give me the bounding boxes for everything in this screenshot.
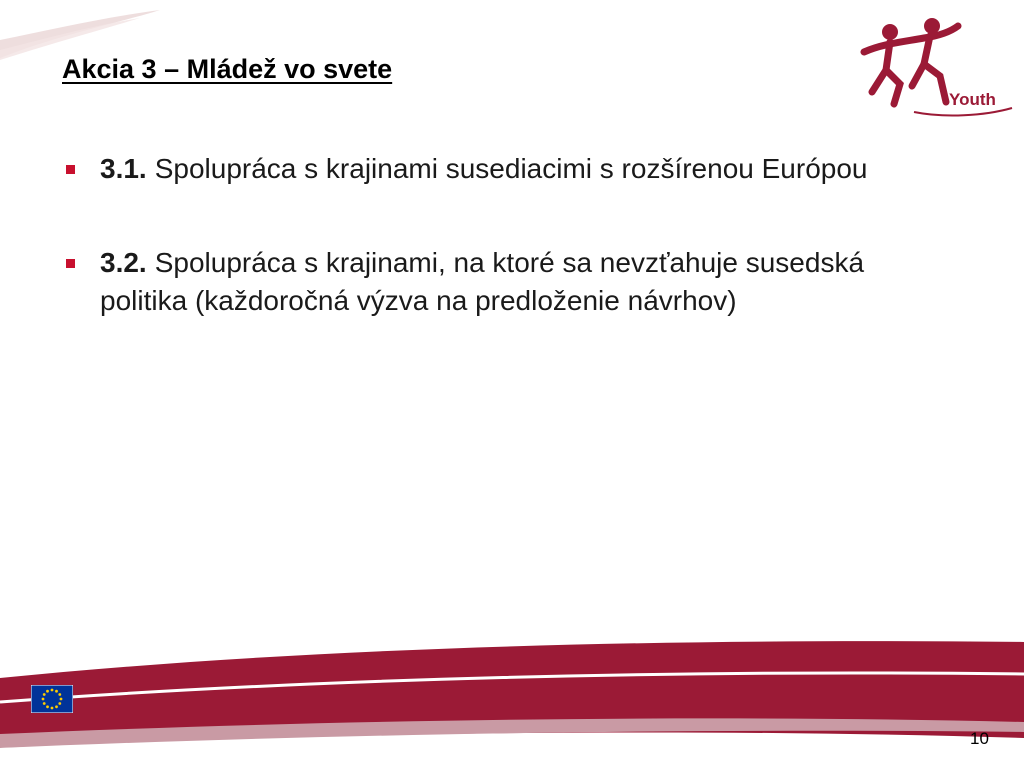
bullet-item-3-2 bbox=[64, 244, 944, 320]
eu-flag-icon bbox=[31, 685, 73, 713]
square-bullet-icon bbox=[66, 165, 75, 174]
youth-logo bbox=[854, 12, 1014, 122]
bullet-item-3-1 bbox=[64, 150, 944, 188]
square-bullet-icon bbox=[66, 259, 75, 268]
corner-swoosh-decoration bbox=[0, 0, 200, 60]
slide-title: Akcia 3 – Mládež vo svete bbox=[62, 54, 393, 84]
youth-logo-text: Youth bbox=[949, 90, 996, 109]
bullet-list bbox=[64, 150, 944, 320]
page-number: 10 bbox=[970, 729, 989, 748]
bullet-number: 3.2. bbox=[100, 247, 147, 278]
bullet-number: 3.1. bbox=[100, 153, 147, 184]
bullet-text: Spolupráca s krajinami, na ktoré sa nevzťahuje susedská politika (každoročná výzva na predloženie návrhov) bbox=[100, 247, 865, 316]
footer-wave-band bbox=[0, 630, 1024, 768]
bullet-text: Spolupráca s krajinami susediacimi s rozšírenou Európou bbox=[154, 153, 868, 184]
